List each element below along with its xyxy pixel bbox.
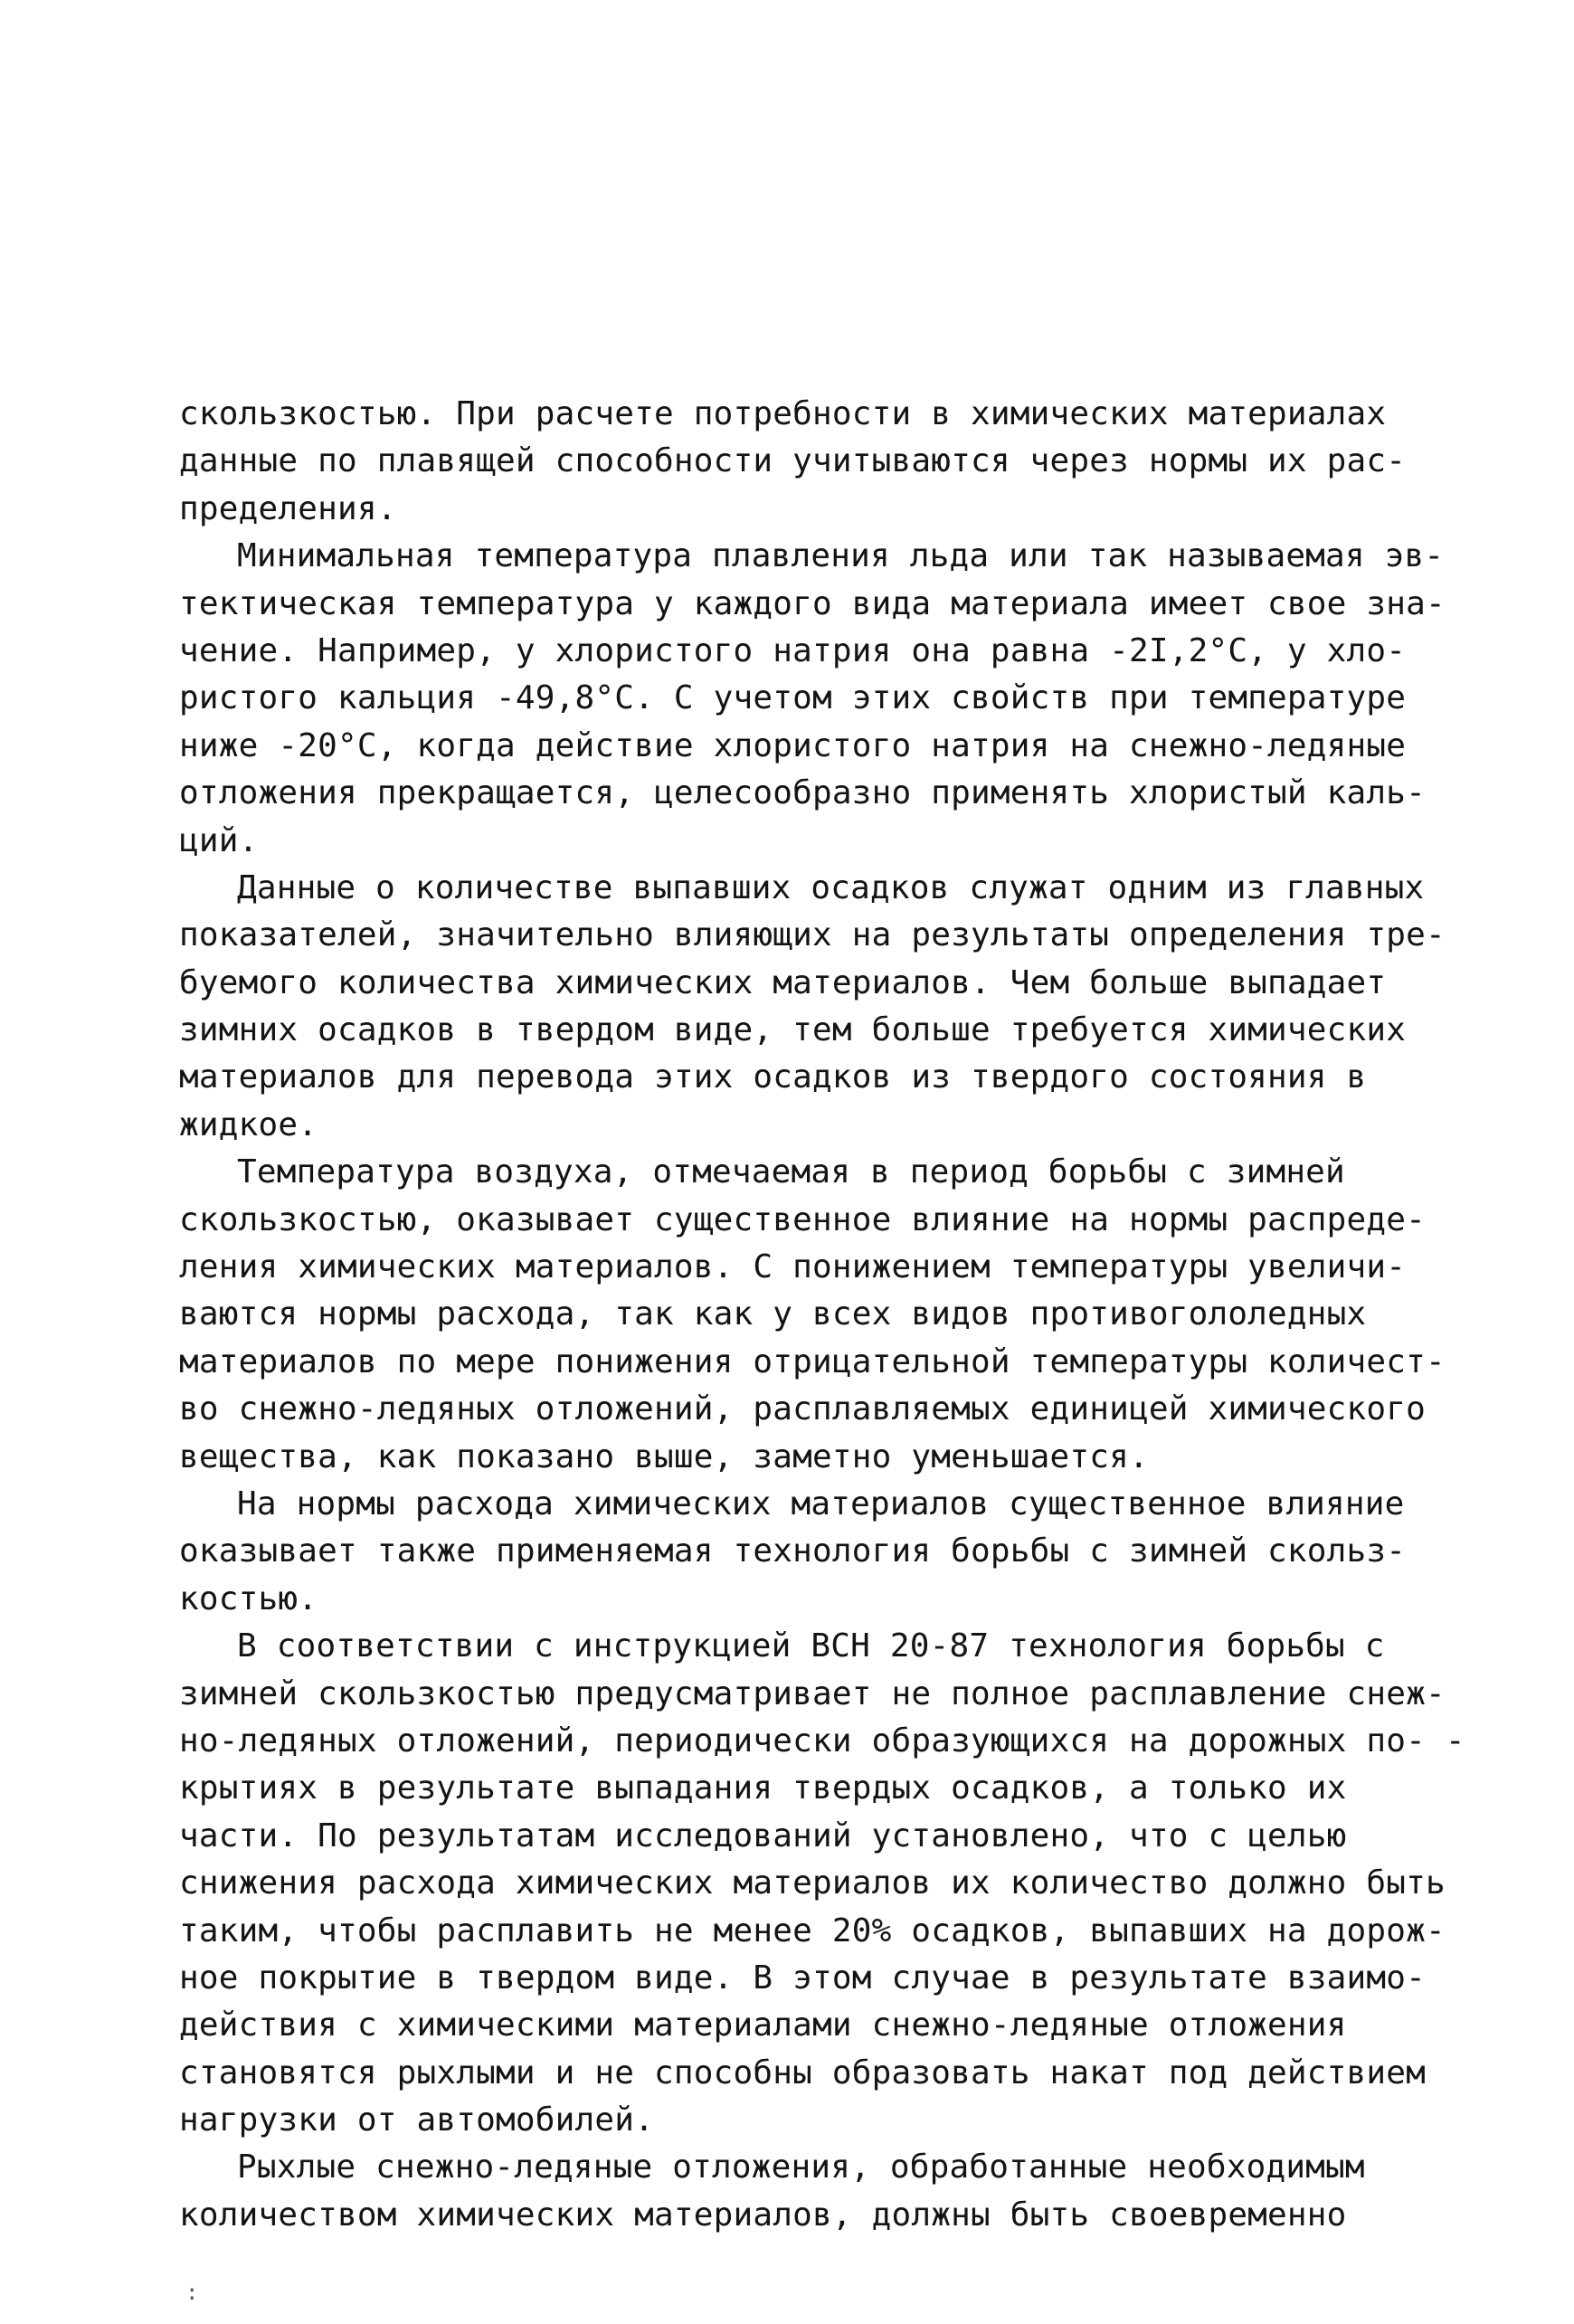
text-line: скользкостью, оказывает существенное влияние на нормы распреде- xyxy=(179,1200,1427,1238)
paragraph-6 xyxy=(179,1623,1465,2144)
text-line: ций. xyxy=(179,821,259,859)
text-line: действия с химическими материалами снежно-ледяные отложения xyxy=(179,2006,1347,2044)
text-line: костью. xyxy=(179,1579,318,1617)
paragraph-2 xyxy=(179,533,1446,865)
text-line: показателей, значительно влияющих на результаты определения тре- xyxy=(179,916,1446,954)
paragraph-5 xyxy=(179,1481,1418,1623)
text-line: оказывает также применяемая технология борьбы с зимней скольз- xyxy=(179,1532,1407,1570)
text-line: зимних осадков в твердом виде, тем больше требуется химических xyxy=(179,1011,1407,1049)
text-line: крытиях в результате выпадания твердых осадков, а только их xyxy=(179,1769,1347,1807)
text-line: Температура воздуха, отмечаемая в период борьбы с зимней xyxy=(237,1153,1345,1191)
paragraph-7 xyxy=(179,2144,1418,2239)
text-line: пределения. xyxy=(179,489,397,527)
body-text xyxy=(179,391,1465,2239)
text-line: тектическая температура у каждого вида материала имеет свое зна- xyxy=(179,584,1446,622)
text-line: отложения прекращается, целесообразно применять хлористый каль- xyxy=(179,774,1427,812)
text-line: зимней скользкостью предусматривает не полное расплавление снеж- xyxy=(179,1674,1446,1712)
text-line: ниже -20°С, когда действие хлористого натрия на снежно-ледяные xyxy=(179,726,1407,764)
text-line: во снежно-ледяных отложений, расплавляемых единицей химического xyxy=(179,1390,1427,1428)
text-line: становятся рыхлыми и не способны образовать накат под действием xyxy=(179,2054,1427,2092)
text-line: чение. Например, у хлористого натрия она равна -2I,2°С, у хло- xyxy=(179,631,1407,669)
text-line: В соответствии с инструкцией ВСН 20-87 технология борьбы с xyxy=(237,1627,1385,1665)
text-line: нагрузки от автомобилей. xyxy=(179,2101,654,2139)
text-line: количеством химических материалов, должны быть своевременно xyxy=(179,2196,1347,2234)
text-line: материалов по мере понижения отрицательной температуры количест- xyxy=(179,1342,1446,1380)
paragraph-4 xyxy=(179,1149,1446,1481)
text-line: жидкое. xyxy=(179,1105,318,1143)
paragraph-3 xyxy=(179,865,1446,1149)
text-line: скользкостью. При расчете потребности в химических материалах xyxy=(179,395,1387,432)
text-line: Рыхлые снежно-ледяные отложения, обработанные необходимым xyxy=(237,2149,1365,2186)
text-line: ное покрытие в твердом виде. В этом случае в результате взаимо- xyxy=(179,1959,1427,1997)
text-line: Данные о количестве выпавших осадков служат одним из главных xyxy=(237,868,1425,906)
text-line: ристого кальция -49,8°С. С учетом этих свойств при температуре xyxy=(179,679,1407,717)
text-line: данные по плавящей способности учитываются через нормы их рас- xyxy=(179,442,1407,480)
text-line: На нормы расхода химических материалов существенное влияние xyxy=(237,1485,1405,1522)
text-line: снижения расхода химических материалов их количество должно быть xyxy=(179,1864,1446,1902)
text-line: части. По результатам исследований установлено, что с целью xyxy=(179,1817,1347,1854)
text-line: но-ледяных отложений, периодически образующихся на дорожных по- - xyxy=(179,1722,1465,1760)
text-line: буемого количества химических материалов. Чем больше выпадает xyxy=(179,963,1387,1001)
text-line: таким, чтобы расплавить не менее 20% осадков, выпавших на дорож- xyxy=(179,1911,1446,1949)
text-line: Минимальная температура плавления льда или так называемая эв- xyxy=(237,537,1445,575)
page-mark: : xyxy=(185,2280,199,2305)
text-line: материалов для перевода этих осадков из твердого состояния в xyxy=(179,1058,1367,1096)
text-line: ления химических материалов. С понижением температуры увеличи- xyxy=(179,1248,1407,1286)
text-line: ваются нормы расхода, так как у всех видов противогололедных xyxy=(179,1295,1367,1333)
paragraph-1 xyxy=(179,391,1418,533)
text-line: вещества, как показано выше, заметно уменьшается. xyxy=(179,1437,1149,1475)
